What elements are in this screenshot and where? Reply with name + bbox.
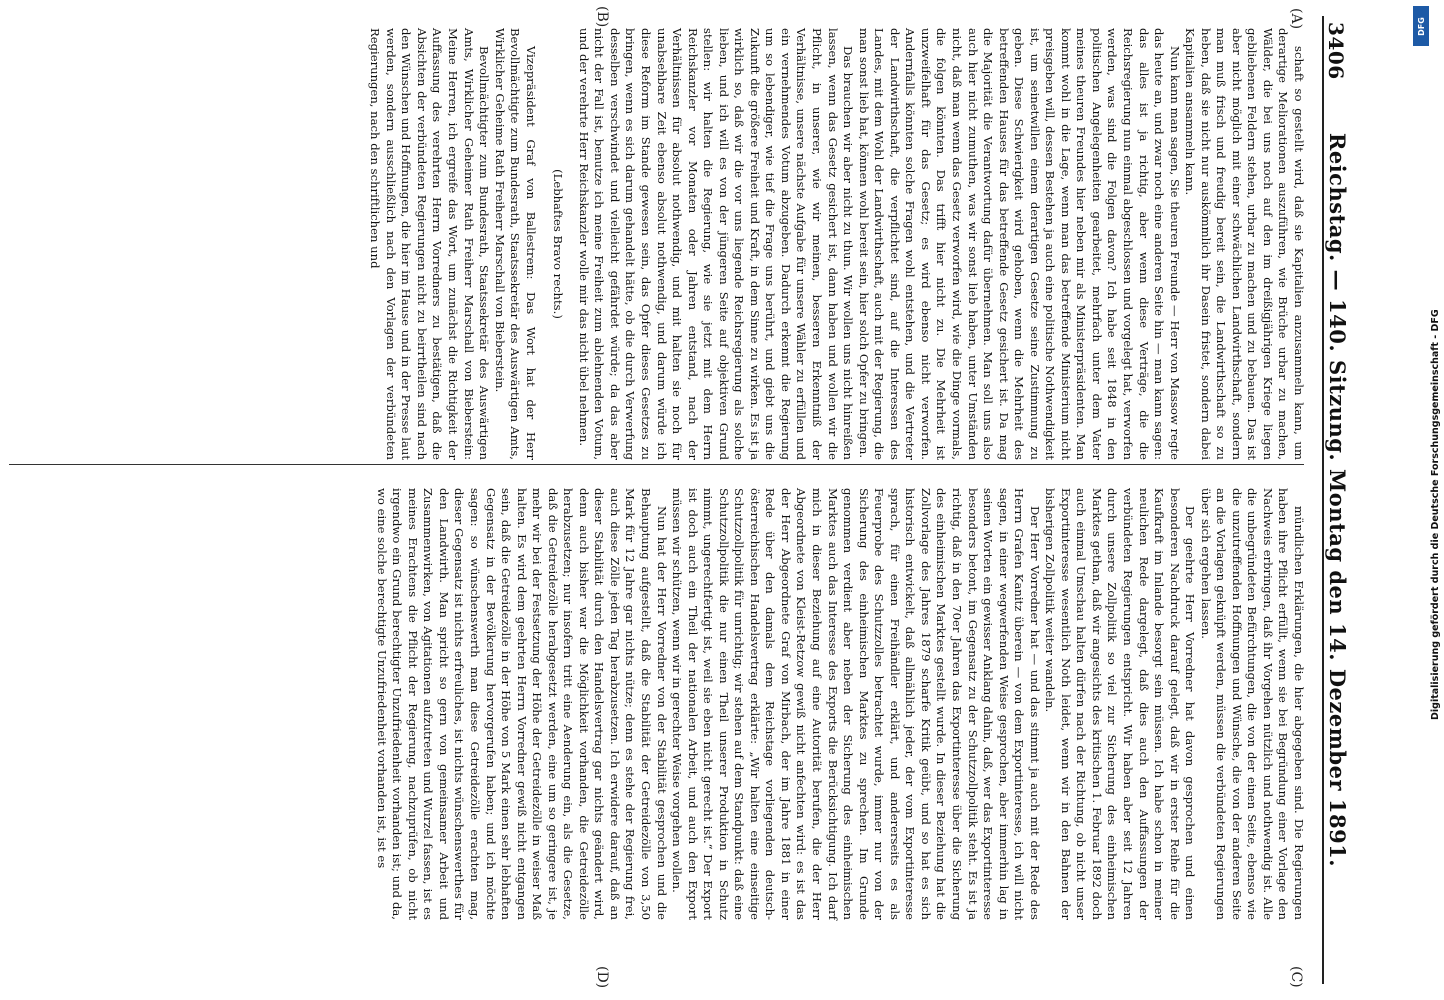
paragraph: Bevollmächtigter zum Bundesrath, Staatssekretär des Auswärtigen Amts, Wirklicher Geheimer Rath Freiherr Marschall von Bieberstein: Meine Herren, ich ergreife das Wort, um zunächst die Richtigkeit der Auffassung des verehrten Herrn Vorredners zu bestätigen, daß die Absichten der verbündeten Regierungen nicht zu beirrtheilen sind nach den Wünschen und Hoffnungen, die hier im Hause und in der Presse laut werden, sondern ausschließlich nach den Vorlagen der verbündeten Regierungen, nach den schriftlichen und xyxy=(368,28,492,460)
paragraph: Das brauchen wir aber nicht zu thun. Wir wollen uns nicht hinreißen lassen, wenn das Gesetz gesichert ist, dann haben und wollen wir die Pflicht, in unserer, wie wir meinen, besseren Erkenntniß der Verhältnisse, unsere nächste Aufgabe für unsere Wähler zu erfüllen und ein vernehmendes Votum abzugeben. Dadurch erkennt die Regierung um so lebendiger, wie tief die Frage uns berührt, und giebt uns die Zukunft die größere Freiheit und Kraft, in dem Sinne zu wirken. Es ist ja wirklich so, daß wir die vor uns liegende Reichsregierung als solche lieben, und ich will es von der jüngeren Seite auf objektiven Grund stellen: wir halten die Regierung, wie sie jetzt mit dem Herrn Reichskanzler vor Monaten oder Jahren entstand, nach der Verhältnissen für absolut nothwendig, und mit halten sie noch für unabsehbare Zeit ebenso absolut nothwendig, und darum würde ich diese Reform im Stande gewesen sein, das Opfer dieses Gesetzes zu bringen, wenn es sich darum gehandelt hätte, ob die durch Verwerfung desselben verschwindet und vielleicht gefährdet würde; da das aber nicht der Fall ist, benutze ich meine Freiheit zum ablehnenden Votum, und der verehrte Herr Reichskanzler wolle mir das nicht übel nehmen. xyxy=(576,28,856,460)
paragraph: Nun hat der Herr Vorredner von der Stabilität gesprochen und die Behauptung aufgestellt, daß die Stabilität der Getreidezölle von 3,50 Mark für 12 Jahre gar nichts nütze; denn es stehe der Regierung frei, auch diese Zölle jeden Tag herabzusetzen. Ich erwidere darauf, daß an dieser Stabilität durch den Handelsvertrag gar nichts geändert wird, denn auch bisher war die Möglichkeit vorhanden, die Getreidezölle herabzusetzen; nur insofern tritt eine Aenderung ein, als die Gesetze, daß die Getreidezölle herabgesetzt werden, eine um so geringere ist, je mehr wir bei der Festsetzung der Höhe der Getreidezölle in weiser Maß halten. Es wird dem geehrten Herrn Vorredner gewiß nicht entgangen sein, daß die Getreidezölle in der Höhe von 5 Mark einen sehr lebhaften Gegensatz in der Bevölkerung hervorgerufen haben; und ich möchte sagen: so wünschenswerth man diese Getreidezölle erachten mag, dieser Gegensatz ist nichts erfreuliches, ist nichts wünschenswerthes für den Landwirth. Man spricht so gern von gemeinsamer Arbeit und Zusammenwirken, von Agitationen aufzutreten und Wurzel fassen, ist es meines Erachtens die Pflicht der Regierung, nachzuprüfen, ob nicht irgendwo ein Grund berechtigter Unzufriedenheit vorhanden ist; und da, wo eine solche berechtigte Unzufriedenheit vorhanden ist, ist es xyxy=(374,488,669,920)
margin-marker-b: (B) xyxy=(594,6,610,28)
right-text-column xyxy=(0,488,1306,920)
header-rule xyxy=(1322,16,1324,984)
paragraph: schaft so gestellt wird, daß sie Kapitalien anzusammeln kann, um derartige Meliorationen auszuführen, wie Brüche urbar zu machen, Wälder, die bei uns noch auf den im dreißigjährigen Kriege liegen gebliebenen Feldern stehen, urbar zu machen und zu bebauen. Das ist aber nicht möglich mit einer schwächlichen Landwirthschaft, sondern man muß frisch und freudig bereit sein, die Landwirthschaft so zu heben, daß sie nicht nur auskömmlich ihr Dasein fristet, sondern dabei Kapitalien ansammeln kann. xyxy=(1183,28,1306,460)
paragraph: Vizepräsident Graf von Ballestrem: Das Wort hat der Herr Bevollmächtigte zum Bundesrath, Staatssekretär des Auswärtigen Amts, Wirklicher Geheime Rath Freiherr Marschall von Bieberstein. xyxy=(492,28,538,460)
applause-note: (Lebhaftes Bravo rechts.) xyxy=(551,169,566,319)
left-text-column xyxy=(0,28,1306,460)
digitization-credit xyxy=(1414,60,1441,720)
running-title: Reichstag. — 140. Sitzung. Montag den 14. Dezember 1891. xyxy=(1325,132,1350,868)
margin-marker-c: (C) xyxy=(1288,966,1304,988)
page-number: 3406 xyxy=(1324,22,1348,80)
paragraph: Der geehrte Herr Vorredner hat davon gesprochen und einen besonderen Nachdruck darauf gelegt, daß wir in erster Reihe für die Kaufkraft im Inlande besorgt sein müssen. Ich habe schon in meiner neulichen Rede dargelegt, daß dies auch den Auffassungen der verbündeten Regierungen entspricht. Wir haben aber seit 12 Jahren durch unsere Zollpolitik so viel zur Sicherung des einheimischen Marktes gethan, daß wir angesichts des kritischen 1. Februar 1892 doch auch einmal Umschau halten dürfen nach der Richtung, ob nicht unser Exportinteresse wesentlich Noth leidet, wenn wir in den Bahnen der bisherigen Zollpolitik weiter wandeln. xyxy=(1043,488,1198,920)
paragraph: Der Herr Vorredner hat — und das stimmt ja auch mit der Rede des Herrn Grafen Kanitz überein — von dem Exportinteresse, ich will nicht sagen, in einer wegwerfenden Weise gesprochen, aber immerhin lag in seinen Worten ein gewisser Anklang dahin, daß, wer das Exportinteresse besonders betont, im Gegensatz zu der Schutzzollpolitik steht. Es ist ja richtig, daß in den 70er Jahren das Exportinteresse über die Sicherung des einheimischen Marktes gestellt wurde. In dieser Beziehung hat die Zollvorlage des Jahres 1879 scharfe Kritik geübt, und so hat es sich historisch entwickelt, daß allmählich jeder, der vom Exportinteresse sprach, für einen Freihändler erklärt, und andererseits es als Feuerprobe des Schutzzolles betrachtet wurde, immer nur von der Sicherung des einheimischen Marktes zu sprechen. Im Grunde genommen verdient aber neben der Sicherung des einheimischen Marktes auch das Interesse des Exports die Berücksichtigung. Ich darf mich in dieser Beziehung auf eine Autorität berufen, die der Herr Abgeordnete von Kleist-Retzow gewiß nicht anfechten wird: es ist das der Herr Abgeordnete Graf von Mirbach, der im Jahre 1881 in einer Rede über den damals dem Reichstage vorliegenden deutsch-österreichischen Handelsvertrag erklärte: „Wir halten eine einseitige Schutzzollpolitik für unrichtig; wir stehen auf dem Standpunkt: daß eine Schutzzollpolitik die nur einen Theil unserer Produktion in Schutz nimmt, ungerechtfertigt ist, weil sie eben nicht gerecht ist.“ Der Export ist doch auch ein Theil der nationalen Arbeit, und auch den Export müssen wir schützen, wenn wir in gerechter Weise vorgehen wollen. xyxy=(670,488,1042,920)
paragraph: Nun kann man sagen, Sie theuren Freunde — Herr von Massow regte das heute an, und zwar noch eine anderen Seite hin — man kann sagen: das alles ist ja richtig, aber wenn diese Verträge, die die Reichsregierung nun einmal abgeschlossen und vorgelegt hat, verworfen werden, was sind die Folgen davon? Ich habe seit 1848 in den politischen Angelegenheiten gearbeitet, mehrfach unter dem Vater meines theuren Freundes hier neben mir als Ministerpräsidenten. Man kommt wohl in die Lage, wenn man das betreffende Ministerium nicht preisgeben will, dessen Bestehen ja auch eine politische Nothwendigkeit ist, um seinetwillen einem derartigen Gesetze seine Zustimmung zu geben. Diese Schwierigkeit wird gehoben, wenn die Mehrheit des betreffenden Hauses für das betreffende Gesetz gesichert ist. Da mag die Majorität die Verantwortung dafür übernehmen. Man soll uns also auch hier nicht zumuthen, was wir sonst lieb haben, unter Umständen nicht, daß man wenn das Gesetz verworfen wird, wie die Dinge vormals, die folgen könnten. Das trifft hier nicht zu. Die Mehrheit ist unzweifelhaft für das Gesetz; es wird ebenso nicht verworfen. Andernfalls könnten solche Fragen wohl entstehen, und die Vertreter der Landwirthschaft, die verpflichtet sind, auf die Interessen des Landes, mit dem Wohl der Landwirthschaft, auch mit der Regierung, die man sonst lieb hat, können wohl bereit sein, hier solch Opfer zu bringen. xyxy=(856,28,1182,460)
page-header xyxy=(1326,0,1366,1000)
paragraph: mündlichen Erklärungen, die hier abgegeben sind. Die Regierungen haben ihre Pflicht erfüllt, wenn sie bei Begründung einer Vorlage den Nachweis erbringen, daß ihr Vorgehen nützlich und nothwendig ist. Alle die unbegründeten Befürchtungen, die von der einen Seite, ebenso wie die unzutreffenden Hoffnungen und Wünsche, die von der anderen Seite an die Vorlagen geknüpft werden, müssen die verbündeten Regierungen über sich ergehen lassen. xyxy=(1198,488,1306,920)
margin-marker-a: (A) xyxy=(1288,8,1304,30)
margin-marker-d: (D) xyxy=(594,966,610,989)
credit-label: Digitalisierung gefördert durch die Deutsche Forschungsgemeinschaft - DFG xyxy=(1430,309,1441,720)
dfg-logo: DFG xyxy=(1413,6,1429,46)
column-divider xyxy=(9,464,1304,465)
